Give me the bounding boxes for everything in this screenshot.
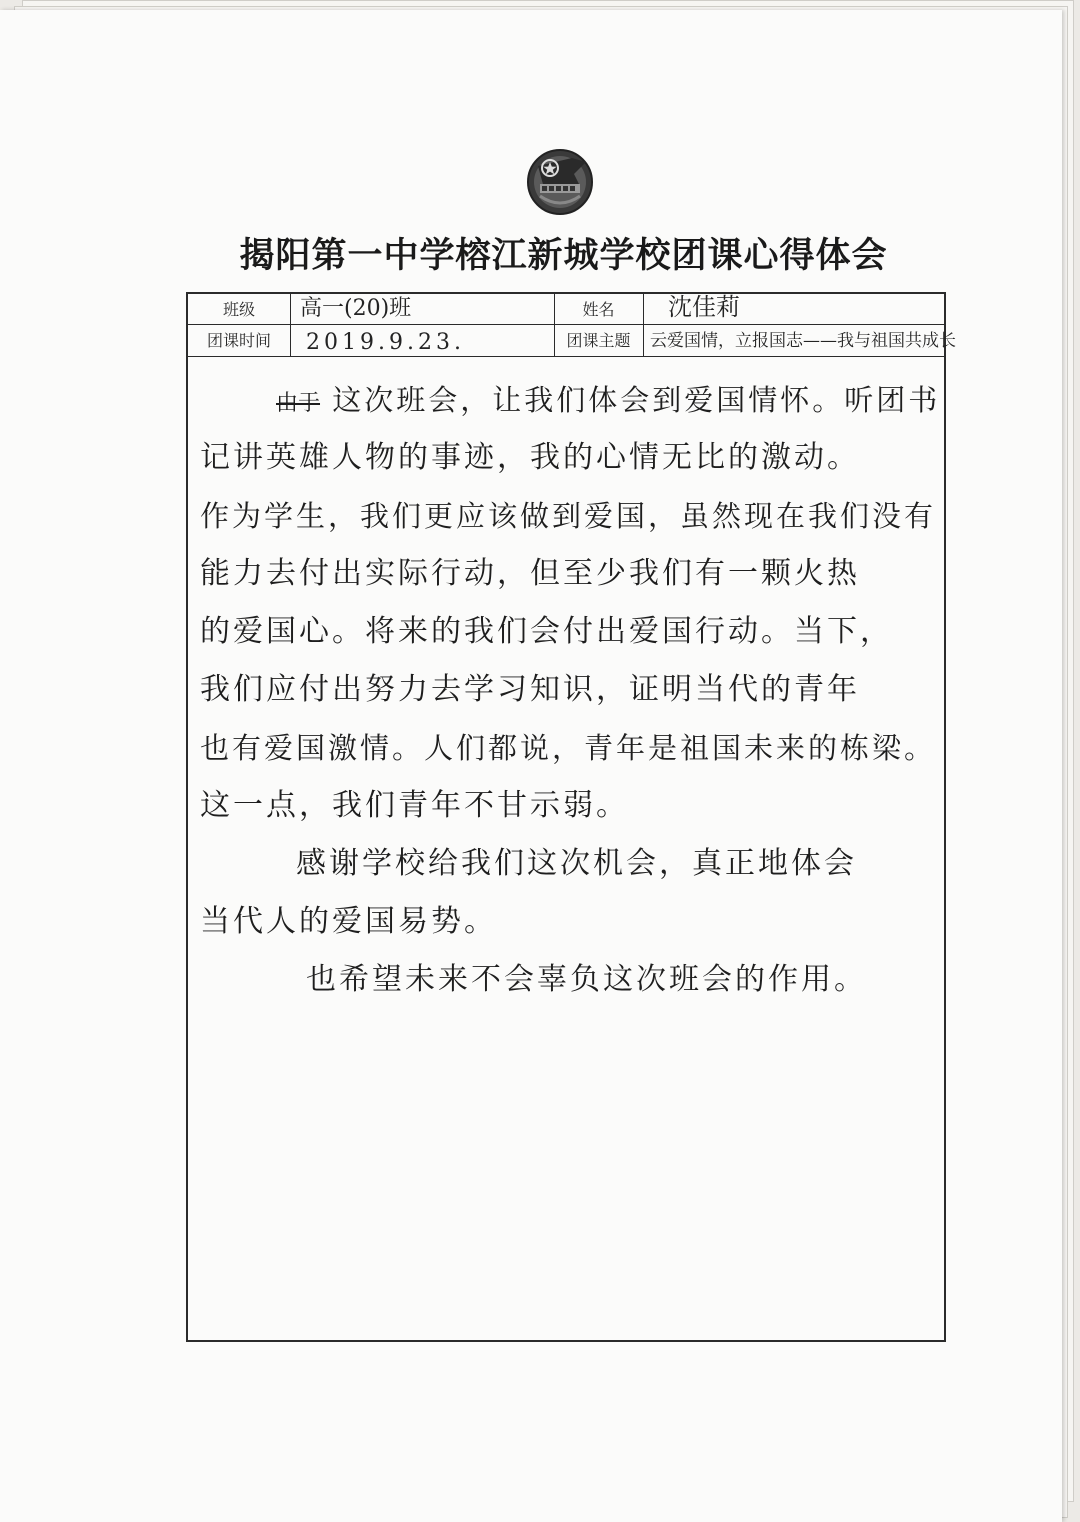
page-title: 揭阳第一中学榕江新城学校团课心得体会 xyxy=(239,236,888,276)
essay-line-text: 这次班会，让我们体会到爱国情怀。听团书 xyxy=(332,383,941,417)
essay-line: 作为学生，我们更应该做到爱国，虽然现在我们没有 xyxy=(200,499,937,533)
essay-line: 当代人的爱国易势。 xyxy=(200,904,497,939)
class-label: 班级 xyxy=(222,300,255,319)
youth-league-emblem-icon xyxy=(526,148,594,216)
table-col-divider xyxy=(643,294,644,356)
essay-line: 我们应付出努力去学习知识，证明当代的青年 xyxy=(200,672,860,707)
essay-line: 这一点，我们青年不甘示弱。 xyxy=(200,788,629,823)
essay-line: 能力去付出实际行动，但至少我们有一颗火热 xyxy=(200,556,860,591)
table-row-divider xyxy=(188,356,944,357)
time-label: 团课时间 xyxy=(206,331,271,350)
essay-line: 的爱国心。将来的我们会付出爱国行动。当下， xyxy=(200,614,893,649)
name-label: 姓名 xyxy=(582,300,615,319)
essay-line: 记讲英雄人物的事迹，我的心情无比的激动。 xyxy=(200,440,860,475)
topic-value: 云爱国情，立报国志——我与祖国共成长 xyxy=(650,331,956,351)
essay-line: 也有爱国激情。人们都说，青年是祖国未来的栋梁。 xyxy=(200,731,937,765)
essay-line: 感谢学校给我们这次机会，真正地体会 xyxy=(296,846,857,881)
class-value: 高一(20)班 xyxy=(300,296,412,321)
essay-line xyxy=(276,380,940,424)
name-value: 沈佳莉 xyxy=(668,293,740,321)
essay-line: 也希望未来不会辜负这次班会的作用。 xyxy=(306,962,867,997)
table-col-divider xyxy=(290,294,291,356)
struck-word: 由于 xyxy=(276,391,321,416)
topic-label: 团课主题 xyxy=(566,331,631,350)
time-value: 2019.9.23. xyxy=(306,330,465,355)
